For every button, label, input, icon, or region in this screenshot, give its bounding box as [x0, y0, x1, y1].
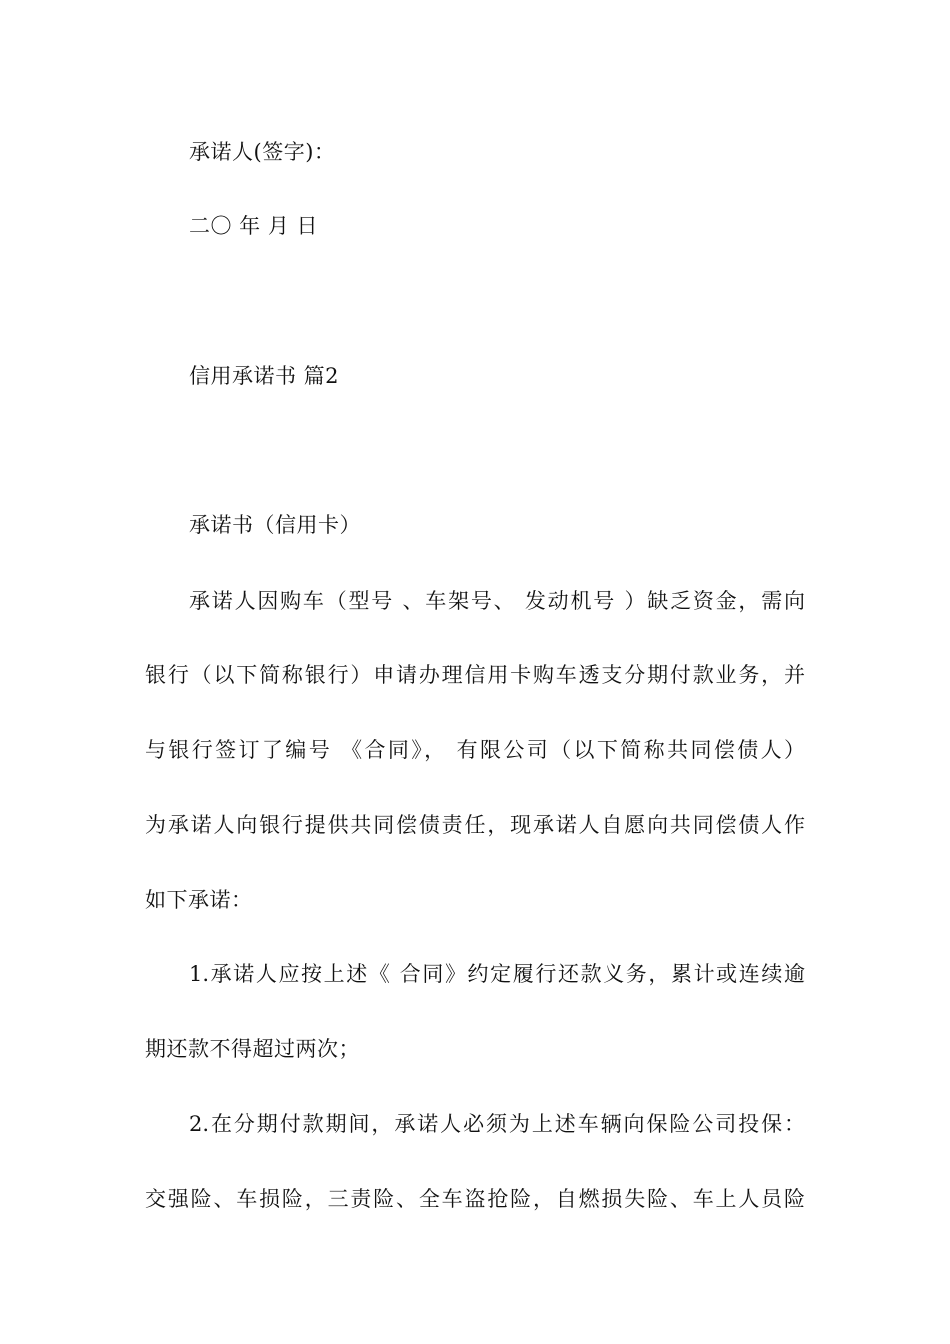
list-item-2: 2.在分期付款期间，承诺人必须为上述车辆向保险公司投保：: [189, 1112, 805, 1136]
paragraph-line: 银行（以下简称银行）申请办理信用卡购车透支分期付款业务，并: [145, 663, 805, 687]
paragraph-line: 与银行签订了编号 《合同》， 有限公司（以下简称共同偿债人）: [145, 738, 805, 762]
section-heading: 信用承诺书 篇2: [189, 364, 340, 388]
list-item-2-continued: 交强险、车损险，三责险、全车盗抢险，自燃损失险、车上人员险: [145, 1187, 805, 1211]
signature-line: 承诺人(签字)：: [189, 140, 336, 164]
list-item-1-continued: 期还款不得超过两次；: [145, 1037, 360, 1061]
paragraph-line: 承诺人因购车（型号 、车架号、 发动机号 ）缺乏资金，需向: [189, 589, 805, 613]
date-line: 二〇 年 月 日: [189, 214, 319, 238]
document-title: 承诺书（信用卡）: [189, 513, 361, 537]
paragraph-line: 为承诺人向银行提供共同偿债责任，现承诺人自愿向共同偿债人作: [145, 813, 805, 837]
paragraph-line: 如下承诺：: [145, 888, 253, 912]
list-item-1: 1.承诺人应按上述《 合同》约定履行还款义务，累计或连续逾: [189, 962, 805, 986]
